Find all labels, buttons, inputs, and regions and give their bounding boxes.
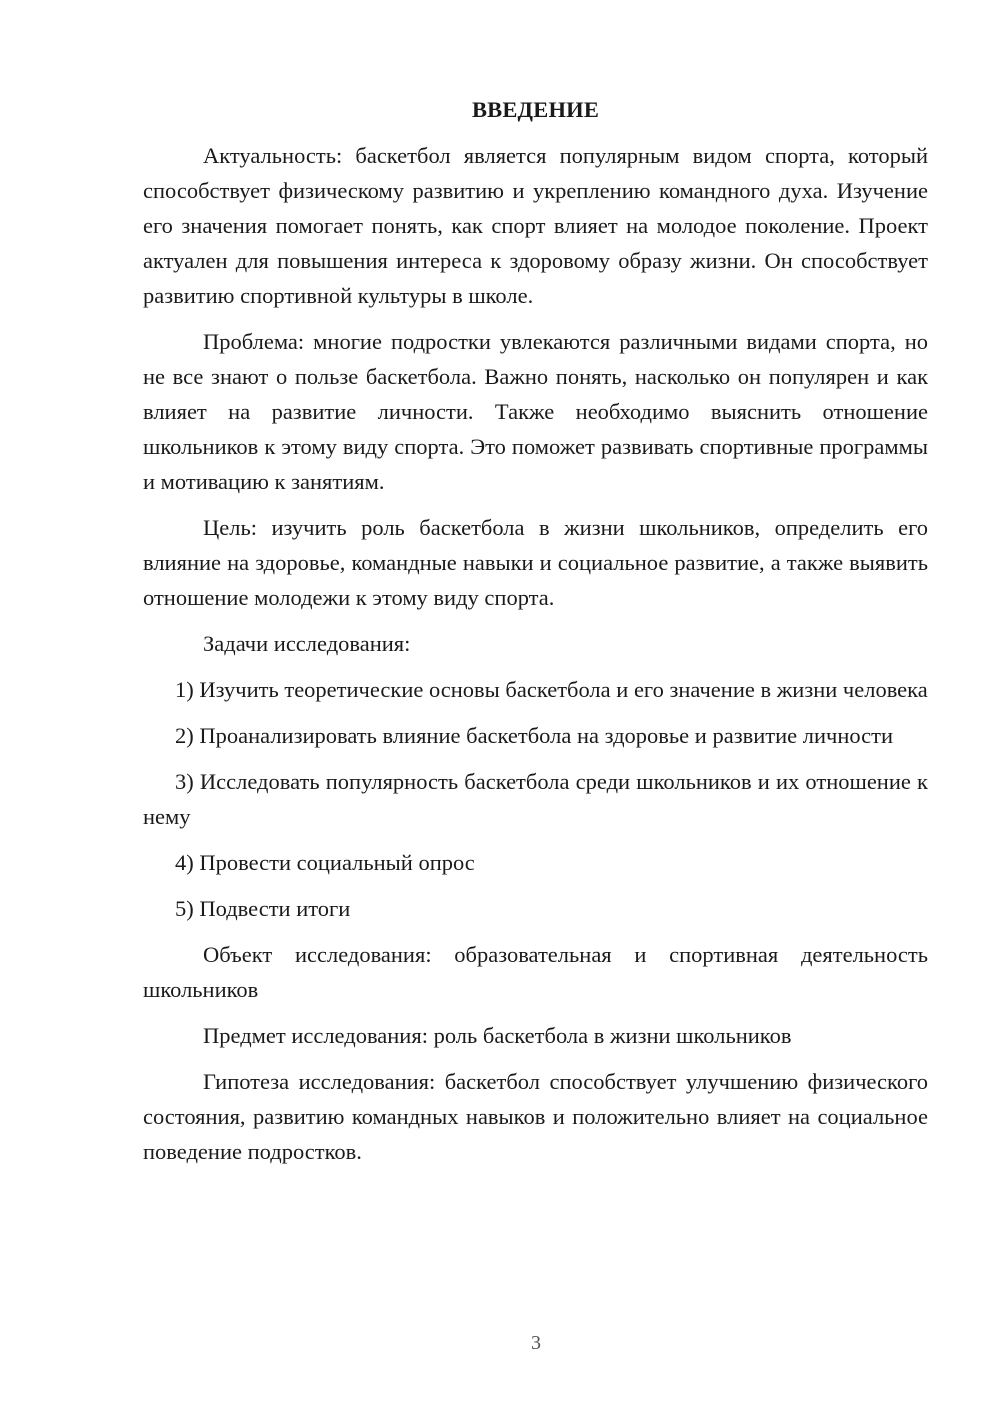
task-item: 4) Провести социальный опрос xyxy=(175,850,475,875)
subject-paragraph: Предмет исследования: роль баскетбола в жизни школьников xyxy=(203,1023,792,1048)
tasks-heading: Задачи исследования: xyxy=(203,631,411,656)
tasks-list xyxy=(143,672,928,926)
task-item: 2) Проанализировать влияние баскетбола на здоровье и развитие личности xyxy=(175,723,894,748)
task-item: 1) Изучить теоретические основы баскетбола и его значение в жизни человека xyxy=(175,677,928,702)
task-item: 5) Подвести итоги xyxy=(175,896,351,921)
section-heading: ВВЕДЕНИЕ xyxy=(471,97,600,122)
task-item: 3) Исследовать популярность баскетбола среди школьников и их отношение к нему xyxy=(143,769,928,829)
page-number: 3 xyxy=(531,1332,541,1354)
relevance-paragraph: Актуальность: баскетбол является популярным видом спорта, который способствует физическому развитию и укреплению командного духа. Изучение его значения помогает понять, как спорт влияет на молодое поколение. Проект актуален для повышения интереса к здоровому образу жизни. Он способствует развитию спортивной культуры в школе. xyxy=(143,143,928,308)
object-paragraph: Объект исследования: образовательная и спортивная деятельность школьников xyxy=(143,942,928,1002)
problem-paragraph: Проблема: многие подростки увлекаются различными видами спорта, но не все знают о пользе баскетбола. Важно понять, насколько он популярен и как влияет на развитие личности. Также необходимо выяснить отношение школьников к этому виду спорта. Это поможет развивать спортивные программы и мотивацию к занятиям. xyxy=(143,329,928,494)
hypothesis-paragraph: Гипотеза исследования: баскетбол способствует улучшению физического состояния, развитию командных навыков и положительно влияет на социальное поведение подростков. xyxy=(143,1069,928,1164)
goal-paragraph: Цель: изучить роль баскетбола в жизни школьников, определить его влияние на здоровье, командные навыки и социальное развитие, а также выявить отношение молодежи к этому виду спорта. xyxy=(143,515,928,610)
document-page xyxy=(143,92,928,1169)
